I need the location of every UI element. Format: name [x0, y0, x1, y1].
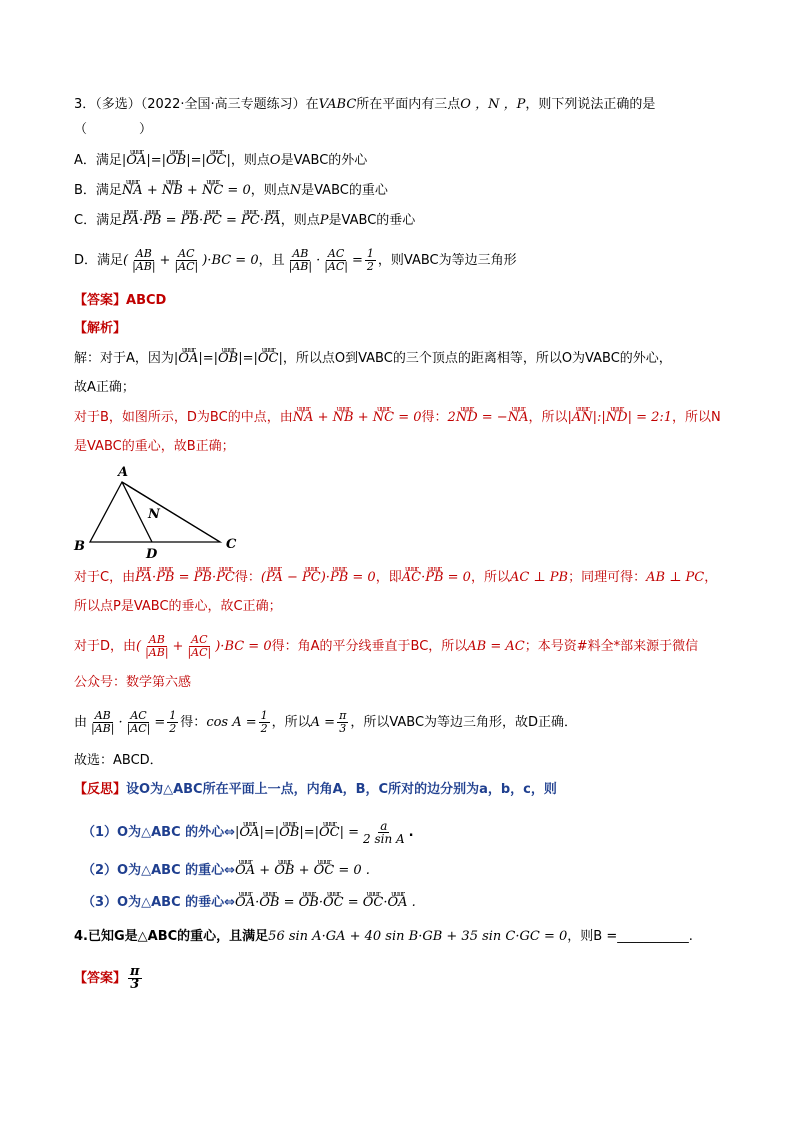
option-d-prefix: D．满足	[74, 253, 124, 268]
analysis-choice: 故选：ABCD．	[74, 753, 163, 768]
reflection-item-1: （1）O为△ABC 的外心⇔|uuur OA|=|uuur OB|=|uuur OC| = $\frac{a}{\text{2 sin A}}$ .	[82, 820, 414, 845]
analysis-b4: ，所以	[528, 410, 568, 425]
q3-points: O ，N ，P	[460, 97, 526, 112]
q4-answer-blank: ___________.	[617, 929, 693, 944]
q4-expression: 56 sin A·GA + 40 sin B·GB + 35 sin C·GC = 0	[268, 929, 568, 944]
reflection-label: 【反思】	[74, 782, 127, 797]
reflection-i3: （3）O为△ABC 的垂心⇔	[82, 895, 236, 910]
analysis-d-line1: 对于D，由( $\frac{AB}{|AB|}$ + $\frac{AC}{|AC|}$ )·BC = 0得：角A的平分线垂直于BC，所以AB = AC；本号资#料全*部来源于微信	[74, 633, 699, 659]
analysis-c3: ，即	[375, 570, 402, 585]
q3-stem-text2: 所在平面内有三点	[356, 97, 461, 112]
label-d: D	[146, 547, 158, 562]
label-b: B	[74, 539, 85, 554]
analysis-b2: D为BC的中点，由	[186, 410, 293, 425]
analysis-c2: 得：	[234, 570, 261, 585]
reflection-i2: （2）O为△ABC 的重心⇔	[82, 863, 236, 878]
q3-option-d: D．满足( $\frac{AB}{|AB|}$ + $\frac{AC}{|AC|}$ )·BC = 0，且 $\frac{AB}{|AB|}$ · $\frac{AC}{|AC|}$ = $\frac{1}{2}$ ，则VABC为等边三角形	[74, 247, 517, 273]
option-b-prefix: B．满足	[74, 183, 122, 198]
q3-option-c: C．满足uuur PA·uuur PB = uuur PB·uuur PC = uuur PC·uuur PA，则点P是VABC的垂心	[74, 212, 415, 230]
q4-stem	[74, 928, 693, 946]
option-a-suffix: 是VABC的外心	[280, 153, 368, 168]
option-d-mid: ，且	[258, 253, 285, 268]
q4-stem-text: 4.已知G是△ABC的重心，且满足	[74, 929, 269, 944]
option-d-suffix: ，则VABC为等边三角形	[377, 253, 517, 268]
analysis-b1: 对于B，如图所示，	[74, 410, 187, 425]
analysis-c4: ，所以	[470, 570, 510, 585]
analysis-c1: 对于C，由	[74, 570, 136, 585]
analysis-label: 【解析】	[74, 321, 127, 336]
reflection-intro	[74, 781, 557, 799]
reflection-item-3: （3）O为△ABC 的垂心⇔uuur OA·uuur OB = uuur OB·uuur OC = uuur OC·uuur OA .	[82, 894, 416, 912]
option-a-prefix: A．满足	[74, 153, 122, 168]
q3-triangle: VABC	[318, 97, 357, 112]
analysis-a-line1: 解：对于A，因为|uuur OA|=|uuur OB|=|uuur OC|，所以点O到VABC的三个顶点的距离相等，所以O为VABC的外心，	[74, 350, 672, 368]
analysis-c-line1: 对于C，由uuur PA·uuur PB = uuur PB·uuur PC得：(uuur PA − uuur PC)·uuur PB = 0，即uuur AC·uuur PB = 0，所以AC ⊥ PB；同理可得：AB ⊥ PC，	[74, 569, 717, 587]
q3-option-a: A．满足|uuur OA|=|uuur OB|=|uuur OC|，则点O是VABC的外心	[74, 152, 367, 170]
analysis-c5: ；同理可得：	[568, 570, 647, 585]
analysis-e3: ，所以	[271, 715, 311, 730]
analysis-e2: 得：	[180, 715, 207, 730]
q3-option-b: B．满足uuur NA + uuur NB + uuur NC = 0，则点N是VABC的重心	[74, 182, 388, 200]
label-a: A	[118, 465, 129, 480]
analysis-a1: 解：对于A，因为	[74, 351, 174, 366]
analysis-b-line1: 对于B，如图所示，D为BC的中点，由uuur NA + uuur NB + uuur NC = 0得：2uuur ND = −uuur NA，所以|uuur AN|:|uuur ND| = 2:1，所以N	[74, 409, 721, 427]
answer4-label: 【答案】	[74, 971, 127, 986]
q3-stem	[74, 96, 655, 114]
q3-stem-text3: ，则下列说法正确的是	[525, 97, 656, 112]
analysis-e-line: 由 $\frac{AB}{|AB|}$ · $\frac{AC}{|AC|}$ = $\frac{1}{2}$ 得：cos A = $\frac{1}{2}$ ，所以A = $\frac{\pi}{3}$ ，所以VABC为等边三角形，故D正确．	[74, 709, 578, 735]
analysis-c-line2: 所以点P是VABC的垂心，故C正确；	[74, 599, 282, 614]
q3-paren: （ ）	[74, 122, 153, 137]
option-c-prefix: C．满足	[74, 213, 123, 228]
option-a-mid: ，则点	[230, 153, 270, 168]
reflection-i1: （1）O为△ABC 的外心⇔	[82, 825, 236, 840]
answer4-line	[74, 966, 144, 991]
q4-tail: ，则B =	[567, 929, 618, 944]
analysis-d3: ；本号资#料全*部来源于微信	[524, 639, 699, 654]
label-c: C	[226, 537, 237, 552]
option-c-suffix: 是VABC的垂心	[328, 213, 416, 228]
answer4-denominator: 3	[130, 977, 140, 992]
answer-value: ABCD	[126, 293, 167, 308]
analysis-d2: 得：角A的平分线垂直于BC，所以	[271, 639, 468, 654]
answer-line	[74, 292, 166, 310]
q3-stem-text1: 3．（多选）（2022·全国·高三专题练习）在	[74, 97, 319, 112]
analysis-a-line2: 故A正确；	[74, 380, 135, 395]
analysis-e4: ，所以VABC为等边三角形，故D正确．	[350, 715, 578, 730]
analysis-b3: 得：	[421, 410, 448, 425]
triangle-diagram	[72, 462, 252, 562]
analysis-b-line2: 是VABC的重心，故B正确；	[74, 439, 235, 454]
option-b-suffix: 是VABC的重心	[301, 183, 388, 198]
answer-label: 【答案】	[74, 293, 127, 308]
reflection-intro-text: 设O为△ABC所在平面上一点，内角A，B，C所对的边分别为a，b，c，则	[126, 782, 557, 797]
reflection-item-2: （2）O为△ABC 的重心⇔uuur OA + uuur OB + uuur OC = 0 .	[82, 862, 370, 880]
analysis-e1: 由	[74, 715, 88, 730]
answer4-numerator: π	[130, 964, 140, 979]
analysis-d1: 对于D，由	[74, 639, 137, 654]
analysis-b5: ，所以N	[672, 410, 721, 425]
label-n: N	[148, 507, 160, 522]
analysis-a2: ，所以点O到VABC的三个顶点的距离相等，所以O为VABC的外心，	[282, 351, 672, 366]
option-c-mid: ，则点	[280, 213, 320, 228]
analysis-d-line2: 公众号：数学第六感	[74, 675, 192, 690]
option-b-mid: ，则点	[250, 183, 290, 198]
